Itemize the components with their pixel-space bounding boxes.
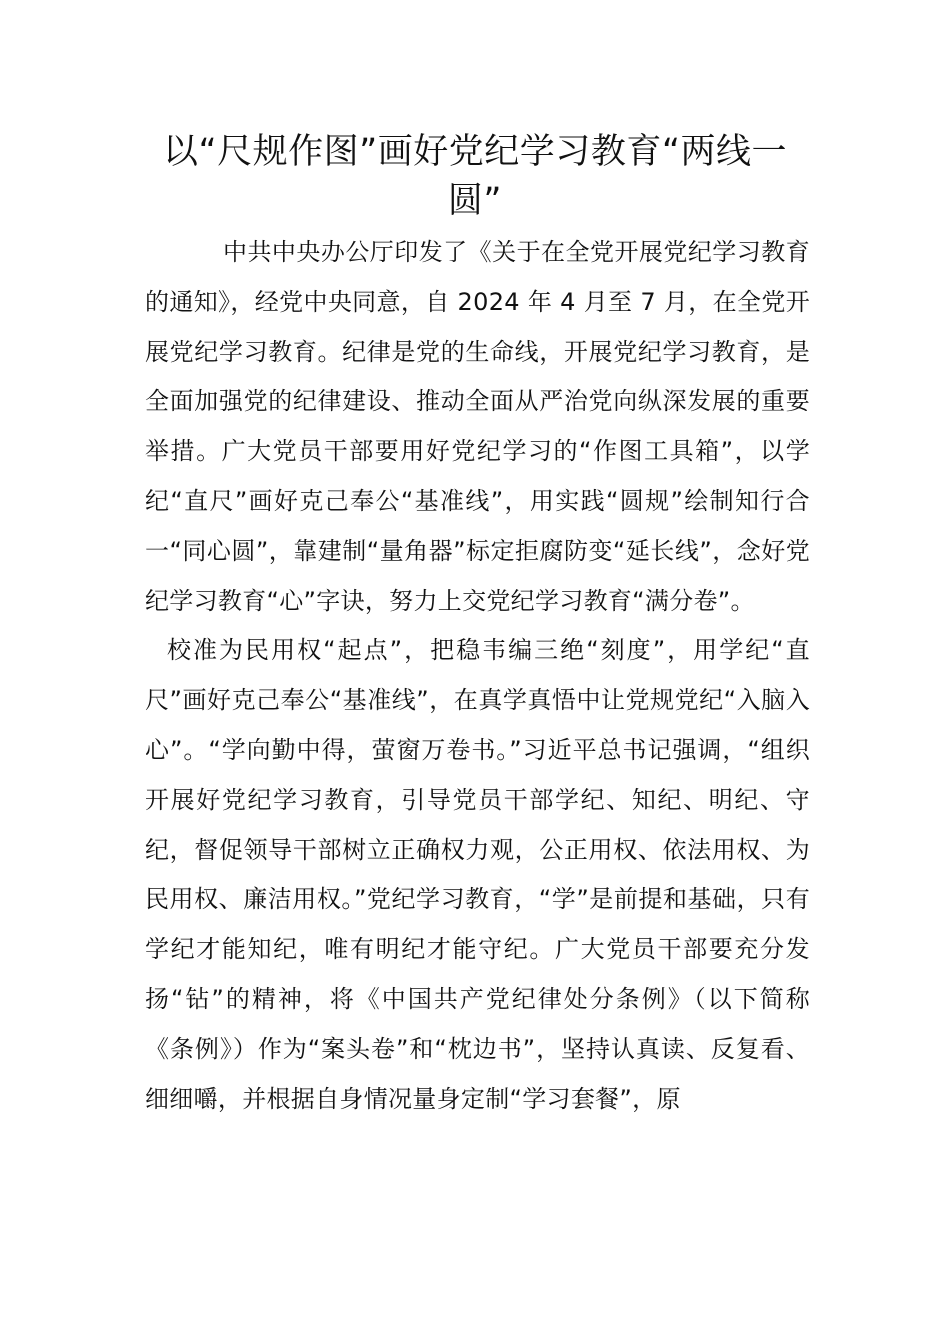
document-title: 以“尺规作图”画好党纪学习教育“两线一圆”: [163, 132, 787, 221]
paragraph-section-one: 校准为民用权“起点”，把稳韦编三绝“刻度”，用学纪“直尺”画好克己奉公“基准线”，在真学真悟中让党规党纪“入脑入心”。“学向勤中得，萤窗万卷书。”习近平总书记强调，“组织开展好党纪学习教育，引导党员干部学纪、知纪、明纪、守纪，督促领导干部树立正确权力观，公正用权、依法用权、为民用权、廉洁用权。”党纪学习教育，“学”是前提和基础，只有学纪才能知纪，唯有明纪才能守纪。广大党员干部要充分发扬“钻”的精神，将《中国共产党纪律处分条例》（以下简称《条例》）作为“案头卷”和“枕边书”，坚持认真读、反复看、细细嚼，并根据自身情况量身定制“学习套餐”，原: [145, 636, 810, 1113]
paragraph-intro: 中共中央办公厅印发了《关于在全党开展党纪学习教育的通知》，经党中央同意，自 2024 年 4 月至 7 月，在全党开展党纪学习教育。纪律是党的生命线，开展党纪学习教育，是全面加强党的纪律建设、推动全面从严治党向纵深发展的重要举措。广大党员干部要用好党纪学习的“作图工具箱”，以学纪“直尺”画好克己奉公“基准线”，用实践“圆规”绘制知行合一“同心圆”，靠建制“量角器”标定拒腐防变“延长线”，念好党纪学习教育“心”字诀，努力上交党纪学习教育“满分卷”。: [145, 238, 810, 615]
document-body: [145, 228, 810, 1124]
